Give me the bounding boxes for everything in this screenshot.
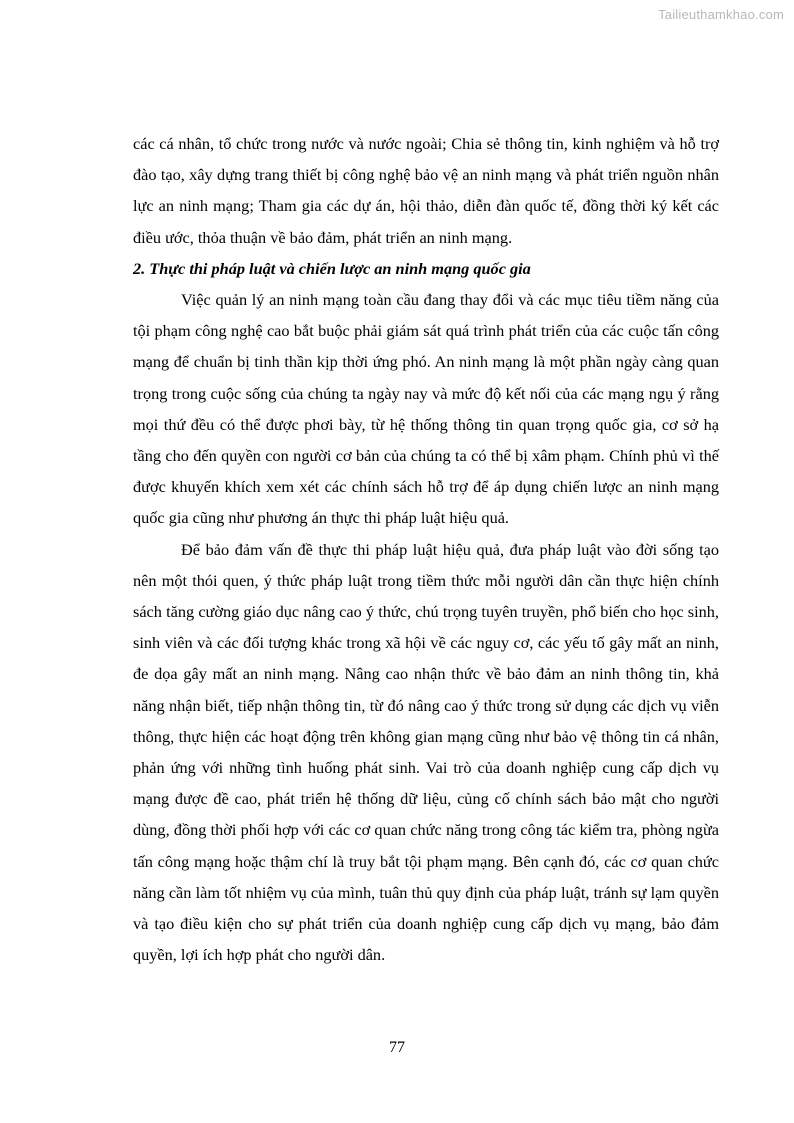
page-content: [133, 128, 719, 970]
continued-paragraph: các cá nhân, tổ chức trong nước và nước ngoài; Chia sẻ thông tin, kinh nghiệm và hỗ trợ đào tạo, xây dựng trang thiết bị công nghệ bảo vệ an ninh mạng và phát triển nguồn nhân lực an ninh mạng; Tham gia các dự án, hội thảo, diễn đàn quốc tế, đồng thời ký kết các điều ước, thỏa thuận về bảo đảm, phát triển an ninh mạng.: [133, 134, 719, 247]
body-paragraph-2: Để bảo đảm vấn đề thực thi pháp luật hiệu quả, đưa pháp luật vào đời sống tạo nên một thói quen, ý thức pháp luật trong tiềm thức mỗi người dân cần thực hiện chính sách tăng cường giáo dục nâng cao ý thức, chú trọng tuyên truyền, phổ biến cho học sinh, sinh viên và các đối tượng khác trong xã hội về các nguy cơ, các yếu tố gây mất an ninh, đe dọa gây mất an ninh mạng. Nâng cao nhận thức về bảo đảm an ninh thông tin, khả năng nhận biết, tiếp nhận thông tin, từ đó nâng cao ý thức trong sử dụng các dịch vụ viễn thông, thực hiện các hoạt động trên không gian mạng cũng như bảo vệ thông tin cá nhân, phản ứng với những tình huống phát sinh. Vai trò của doanh nghiệp cung cấp dịch vụ mạng được đề cao, phát triển hệ thống dữ liệu, củng cố chính sách bảo mật cho người dùng, đồng thời phối hợp với các cơ quan chức năng trong công tác kiểm tra, phòng ngừa tấn công mạng hoặc thậm chí là truy bắt tội phạm mạng. Bên cạnh đó, các cơ quan chức năng cần làm tốt nhiệm vụ của mình, tuân thủ quy định của pháp luật, tránh sự lạm quyền và tạo điều kiện cho sự phát triển của doanh nghiệp cung cấp dịch vụ mạng, bảo đảm quyền, lợi ích hợp phát cho người dân.: [133, 539, 719, 965]
body-paragraph-1: Việc quản lý an ninh mạng toàn cầu đang thay đổi và các mục tiêu tiềm năng của tội phạm công nghệ cao bắt buộc phải giám sát quá trình phát triển của các cuộc tấn công mạng để chuẩn bị tinh thần kịp thời ứng phó. An ninh mạng là một phần ngày càng quan trọng trong cuộc sống của chúng ta ngày nay và mức độ kết nối của các mạng ngụ ý rằng mọi thứ đều có thể được phơi bày, từ hệ thống thông tin quan trọng quốc gia, cơ sở hạ tầng cho đến quyền con người cơ bản của chúng ta có thể bị xâm phạm. Chính phủ vì thế được khuyến khích xem xét các chính sách hỗ trợ để áp dụng chiến lược an ninh mạng quốc gia cũng như phương án thực thi pháp luật hiệu quả.: [133, 290, 719, 528]
watermark-text: Tailieuthamkhao.com: [658, 7, 784, 22]
section-heading: 2. Thực thi pháp luật và chiến lược an ninh mạng quốc gia: [133, 258, 531, 278]
page-number: 77: [389, 1039, 405, 1056]
